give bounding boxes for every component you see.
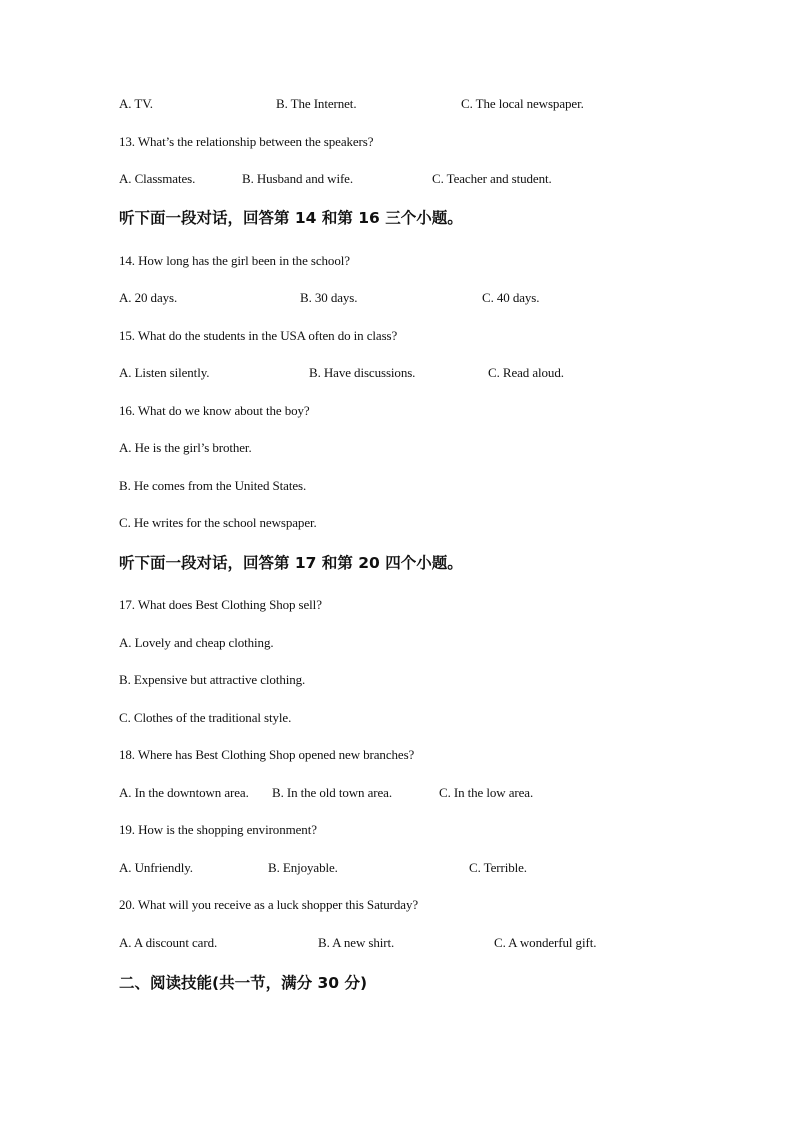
option-a: A. Unfriendly. bbox=[119, 860, 193, 875]
option-17-b: B. Expensive but attractive clothing. bbox=[119, 672, 306, 687]
option-b: B. Husband and wife. bbox=[242, 171, 354, 186]
option-c: C. 40 days. bbox=[482, 290, 540, 305]
option-a: A. A discount card. bbox=[119, 935, 218, 950]
option-c: C. Terrible. bbox=[469, 860, 527, 875]
question-15: 15. What do the students in the USA often do in class? bbox=[119, 328, 398, 343]
option-17-a: A. Lovely and cheap clothing. bbox=[119, 635, 274, 650]
question-16: 16. What do we know about the boy? bbox=[119, 403, 310, 418]
option-b: B. A new shirt. bbox=[318, 935, 395, 950]
option-c: C. Teacher and student. bbox=[432, 171, 552, 186]
question-13: 13. What’s the relationship between the speakers? bbox=[119, 134, 374, 149]
question-20: 20. What will you receive as a luck shopper this Saturday? bbox=[119, 897, 419, 912]
option-a: A. In the downtown area. bbox=[119, 785, 249, 800]
option-c: C. In the low area. bbox=[439, 785, 534, 800]
option-b: B. Enjoyable. bbox=[268, 860, 338, 875]
option-b: B. The Internet. bbox=[276, 96, 357, 111]
question-17: 17. What does Best Clothing Shop sell? bbox=[119, 597, 322, 612]
option-c: C. A wonderful gift. bbox=[494, 935, 597, 950]
section-heading-14-16: 听下面一段对话，回答第 14 和第 16 三个小题。 bbox=[119, 209, 463, 227]
option-b: B. Have discussions. bbox=[309, 365, 416, 380]
option-a: A. Classmates. bbox=[119, 171, 196, 186]
option-b: B. 30 days. bbox=[300, 290, 358, 305]
option-a: A. TV. bbox=[119, 96, 153, 111]
option-c: C. The local newspaper. bbox=[461, 96, 584, 111]
option-17-c: C. Clothes of the traditional style. bbox=[119, 710, 292, 725]
question-14: 14. How long has the girl been in the school? bbox=[119, 253, 350, 268]
option-16-a: A. He is the girl’s brother. bbox=[119, 440, 252, 455]
option-16-c: C. He writes for the school newspaper. bbox=[119, 515, 317, 530]
question-19: 19. How is the shopping environment? bbox=[119, 822, 317, 837]
option-c: C. Read aloud. bbox=[488, 365, 564, 380]
option-a: A. Listen silently. bbox=[119, 365, 210, 380]
section-heading-17-20: 听下面一段对话，回答第 17 和第 20 四个小题。 bbox=[119, 554, 463, 572]
question-18: 18. Where has Best Clothing Shop opened new branches? bbox=[119, 747, 415, 762]
option-a: A. 20 days. bbox=[119, 290, 178, 305]
option-16-b: B. He comes from the United States. bbox=[119, 478, 307, 493]
section-heading-reading: 二、阅读技能(共一节，满分 30 分) bbox=[119, 974, 368, 992]
option-b: B. In the old town area. bbox=[272, 785, 392, 800]
